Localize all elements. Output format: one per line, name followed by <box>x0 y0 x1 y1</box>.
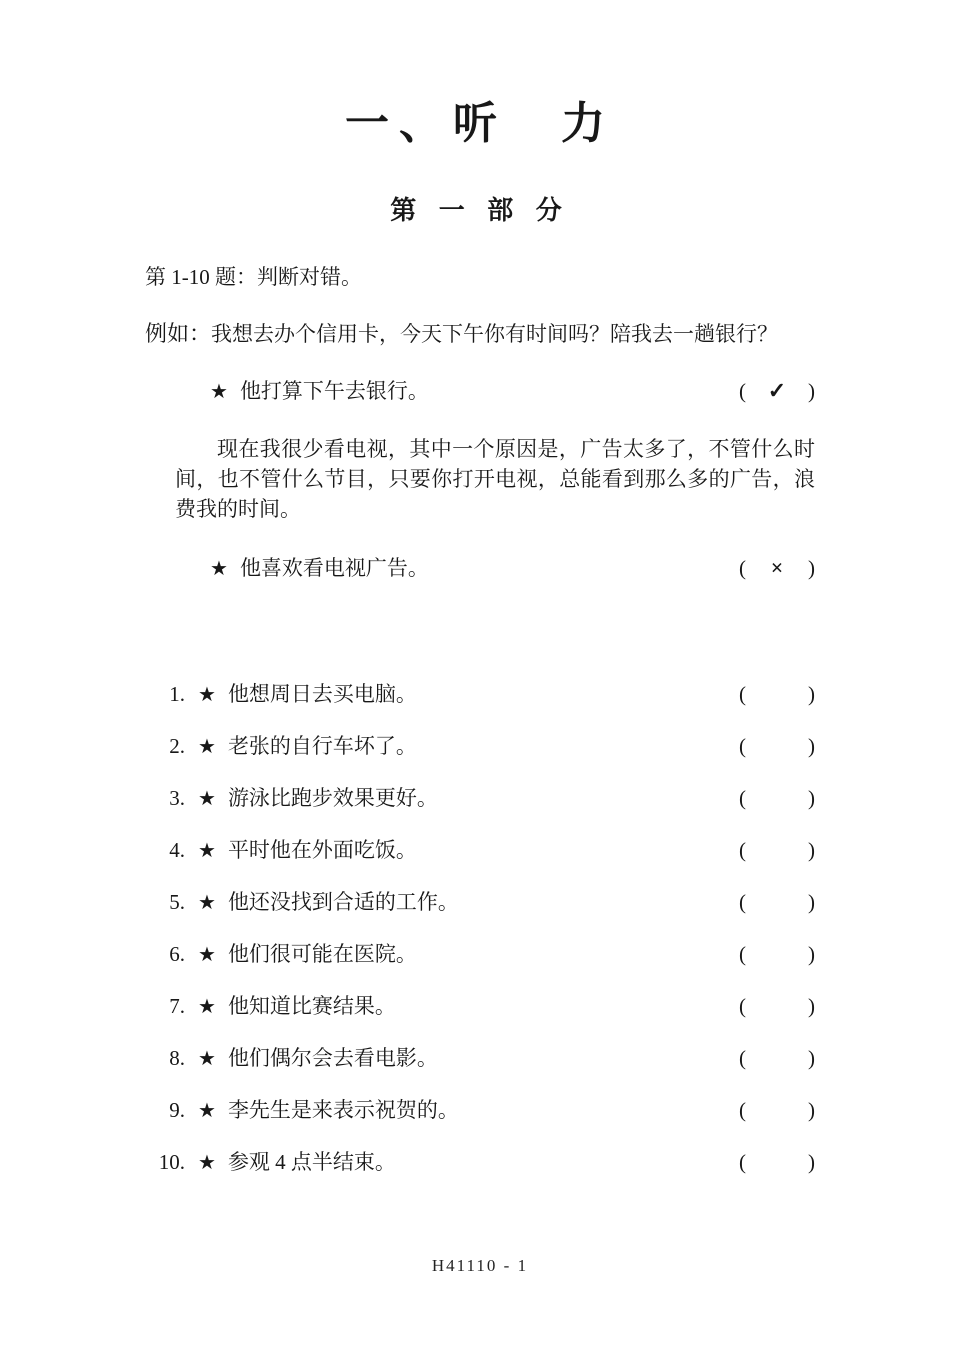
answer-parens <box>739 888 815 916</box>
question-number: 6. <box>169 941 185 966</box>
question-row-2 <box>145 732 815 761</box>
answer-parens <box>739 1044 815 1072</box>
open-paren: ( <box>739 1045 746 1070</box>
example-dialogue: 我想去办个信用卡，今天下午你有时间吗？陪我去一趟银行？ <box>211 322 779 347</box>
answer-parens <box>739 555 815 581</box>
question-number: 1. <box>169 681 185 706</box>
question-row-1 <box>145 680 815 709</box>
star-icon: ★ <box>198 1151 216 1174</box>
close-paren: ) <box>808 941 815 966</box>
close-paren: ) <box>808 1149 815 1174</box>
question-row-7 <box>145 992 815 1021</box>
close-paren: ) <box>808 555 815 580</box>
question-statement: 他想周日去买电脑。 <box>227 681 417 706</box>
close-paren: ) <box>808 379 815 404</box>
question-row-3 <box>145 784 815 813</box>
question-statement: 他还没找到合适的工作。 <box>227 889 459 914</box>
close-paren: ) <box>808 681 815 706</box>
star-icon: ★ <box>198 995 216 1018</box>
star-icon: ★ <box>210 381 228 404</box>
question-statement: 老张的自行车坏了。 <box>227 733 417 758</box>
open-paren: ( <box>739 1149 746 1174</box>
answer-parens <box>739 732 815 760</box>
star-icon: ★ <box>198 787 216 810</box>
open-paren: ( <box>739 379 746 404</box>
close-paren: ) <box>808 733 815 758</box>
star-icon: ★ <box>198 839 216 862</box>
close-paren: ) <box>808 1045 815 1070</box>
open-paren: ( <box>739 733 746 758</box>
question-row-9 <box>145 1096 815 1125</box>
example-dialogue-line <box>145 317 815 348</box>
question-number: 8. <box>169 1045 185 1070</box>
open-paren: ( <box>739 993 746 1018</box>
question-statement: 游泳比跑步效果更好。 <box>227 785 438 810</box>
question-statement: 李先生是来表示祝贺的。 <box>227 1097 459 1122</box>
answer-parens <box>739 992 815 1020</box>
example-passage: 现在我很少看电视，其中一个原因是，广告太多了，不管什么时间，也不管什么节目，只要你打开电视，总能看到那么多的广告，浪费我的时间。 <box>175 437 815 522</box>
question-row-6 <box>145 940 815 969</box>
question-number: 2. <box>169 733 185 758</box>
star-icon: ★ <box>198 891 216 914</box>
example-statement: 他打算下午去银行。 <box>239 379 429 404</box>
star-icon: ★ <box>198 1047 216 1070</box>
answer-parens <box>739 940 815 968</box>
question-number: 9. <box>169 1097 185 1122</box>
open-paren: ( <box>739 1097 746 1122</box>
cross-mark: × <box>770 554 784 580</box>
question-number: 7. <box>169 993 185 1018</box>
question-row-5 <box>145 888 815 917</box>
answer-parens <box>739 784 815 812</box>
part-title: 第 一 部 分 <box>390 196 570 226</box>
example-item-2 <box>145 552 815 582</box>
question-row-8 <box>145 1044 815 1073</box>
star-icon: ★ <box>198 943 216 966</box>
close-paren: ) <box>808 837 815 862</box>
open-paren: ( <box>739 941 746 966</box>
star-icon: ★ <box>198 683 216 706</box>
example-label: 例如： <box>145 321 212 347</box>
star-icon: ★ <box>210 557 228 580</box>
open-paren: ( <box>739 837 746 862</box>
close-paren: ) <box>808 889 815 914</box>
answer-parens <box>739 680 815 708</box>
question-list <box>145 680 815 1177</box>
close-paren: ) <box>808 1097 815 1122</box>
example-item-1 <box>145 375 815 405</box>
star-icon: ★ <box>198 1099 216 1122</box>
question-row-4 <box>145 836 815 865</box>
close-paren: ) <box>808 993 815 1018</box>
question-statement: 他知道比赛结果。 <box>227 993 396 1018</box>
question-number: 3. <box>169 785 185 810</box>
instructions-line: 第 1-10 题：判断对错。 <box>145 265 362 290</box>
open-paren: ( <box>739 889 746 914</box>
question-statement: 平时他在外面吃饭。 <box>227 837 417 862</box>
answer-parens <box>739 1148 815 1176</box>
open-paren: ( <box>739 681 746 706</box>
example-statement: 他喜欢看电视广告。 <box>239 555 429 580</box>
question-statement: 参观 4 点半结束。 <box>227 1149 396 1174</box>
question-statement: 他们很可能在医院。 <box>227 941 417 966</box>
answer-parens <box>739 378 815 404</box>
question-statement: 他们偶尔会去看电影。 <box>227 1045 438 1070</box>
close-paren: ) <box>808 785 815 810</box>
check-mark: ✓ <box>767 378 787 404</box>
answer-parens <box>739 1096 815 1124</box>
answer-parens <box>739 836 815 864</box>
open-paren: ( <box>739 555 746 580</box>
question-number: 10. <box>158 1149 185 1174</box>
question-row-10 <box>145 1148 815 1177</box>
star-icon: ★ <box>198 735 216 758</box>
page-footer-code: H41110 - 1 <box>431 1256 529 1275</box>
question-number: 5. <box>169 889 185 914</box>
open-paren: ( <box>739 785 746 810</box>
question-number: 4. <box>169 837 185 862</box>
section-title: 一、听 力 <box>345 99 615 148</box>
